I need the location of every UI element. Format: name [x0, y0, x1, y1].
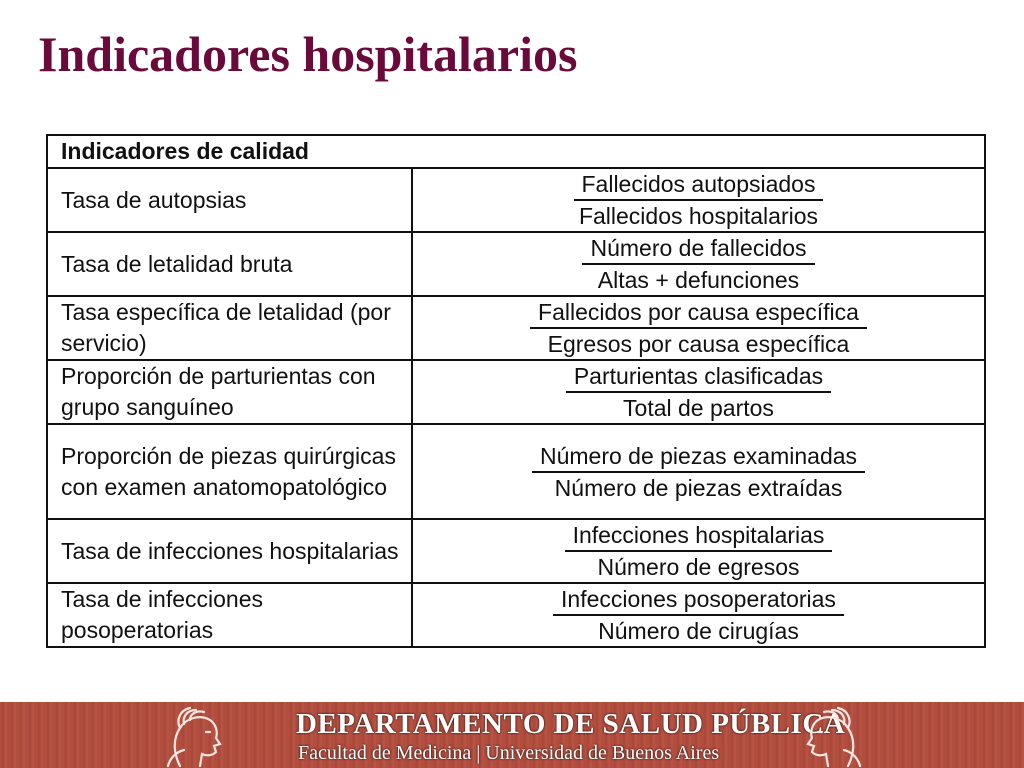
denominator: Fallecidos hospitalarios — [578, 203, 819, 229]
numerator: Parturientas clasificadas — [566, 361, 831, 393]
fraction — [582, 233, 814, 295]
fraction — [565, 520, 833, 582]
denominator: Egresos por causa específica — [547, 331, 850, 357]
portrait-emblem-icon — [788, 702, 878, 768]
denominator: Número de egresos — [597, 554, 800, 580]
fraction — [553, 584, 844, 646]
table-row — [47, 168, 985, 232]
numerator: Número de fallecidos — [582, 233, 814, 265]
slide-title: Indicadores hospitalarios — [38, 26, 578, 82]
numerator: Infecciones posoperatorias — [553, 584, 844, 616]
numerator: Número de piezas examinadas — [532, 441, 865, 473]
table-row — [47, 360, 985, 424]
table-body — [47, 135, 985, 647]
table-header-row — [47, 135, 985, 168]
indicator-label: Proporción de parturientas con grupo sanguíneo — [47, 360, 412, 424]
table-row — [47, 519, 985, 583]
numerator: Fallecidos autopsiados — [574, 169, 824, 201]
department-name: DEPARTAMENTO DE SALUD PÚBLICA — [296, 708, 846, 740]
indicator-formula — [412, 232, 985, 296]
denominator: Número de piezas extraídas — [554, 474, 843, 501]
indicator-formula — [412, 519, 985, 583]
denominator: Total de partos — [623, 395, 774, 421]
faculty-name: Facultad de Medicina | Universidad de Buenos Aires — [298, 742, 720, 764]
indicator-label: Tasa específica de letalidad (por servicio) — [47, 296, 412, 360]
quality-indicators-table — [46, 134, 986, 648]
indicator-label: Tasa de infecciones hospitalarias — [47, 519, 412, 583]
indicator-label: Tasa de autopsias — [47, 168, 412, 232]
footer-band — [0, 702, 1024, 768]
indicator-formula — [412, 360, 985, 424]
indicator-formula — [412, 296, 985, 360]
table-row — [47, 232, 985, 296]
indicator-label: Tasa de infecciones posoperatorias — [47, 583, 412, 647]
indicator-formula — [412, 424, 985, 519]
table-row — [47, 296, 985, 360]
table-row — [47, 424, 985, 519]
numerator: Infecciones hospitalarias — [565, 520, 833, 552]
numerator: Fallecidos por causa específica — [530, 297, 867, 329]
portrait-emblem-icon — [150, 702, 240, 768]
table-header: Indicadores de calidad — [47, 135, 985, 168]
fraction — [530, 297, 867, 359]
fraction — [532, 441, 865, 503]
indicator-label: Proporción de piezas quirúrgicas con examen anatomopatológico — [47, 424, 412, 519]
fraction — [574, 169, 824, 231]
table-row — [47, 583, 985, 647]
indicator-label: Tasa de letalidad bruta — [47, 232, 412, 296]
fraction — [566, 361, 831, 423]
denominator: Altas + defunciones — [597, 267, 800, 293]
indicator-formula — [412, 168, 985, 232]
indicator-formula — [412, 583, 985, 647]
denominator: Número de cirugías — [598, 618, 799, 644]
